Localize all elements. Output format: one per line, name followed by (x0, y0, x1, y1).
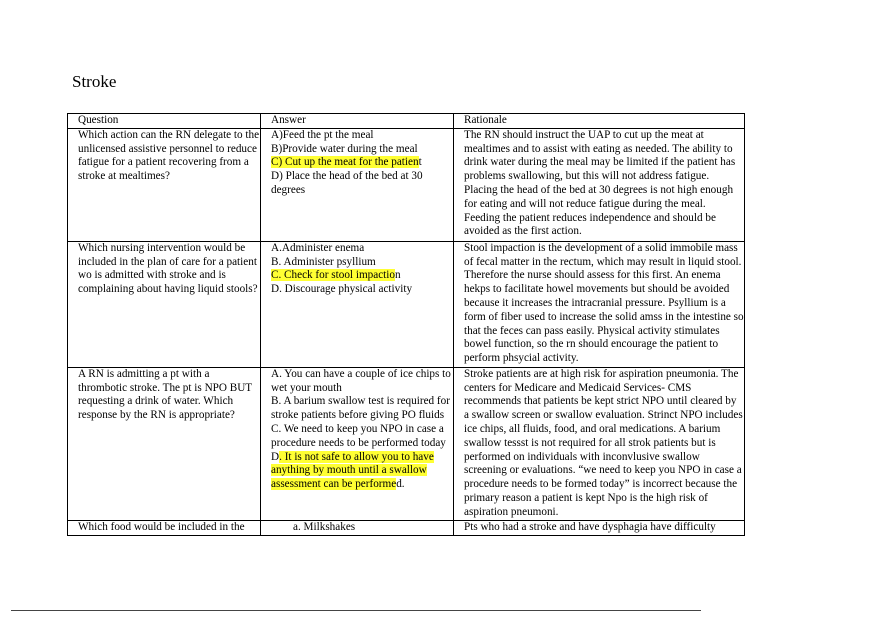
header-question: Question (68, 114, 261, 129)
header-answer: Answer (261, 114, 454, 129)
table-row (68, 367, 745, 520)
question-cell: Which nursing intervention would be included in the plan of care for a patient wo is admitted with stroke and is complaining about having liquid stools? (68, 241, 261, 367)
highlight: C. Check for stool impactio (271, 269, 395, 282)
answer-cell (261, 241, 454, 367)
answer-option-correct: D. It is not safe to allow you to have anything by mouth until a swallow assessment can be performed. (271, 450, 434, 491)
question-cell: Which action can the RN delegate to the unlicensed assistive personnel to reduce fatigue for a patient recovering from a stroke at mealtimes? (68, 128, 261, 241)
answer-option: D) Place the head of the bed at 30 degrees (271, 170, 423, 196)
table-row (68, 520, 745, 535)
answer-option-correct: C. Check for stool impaction (271, 269, 401, 282)
question-cell: Which food would be included in the (68, 520, 261, 535)
question-cell: A RN is admitting a pt with a thrombotic stroke. The pt is NPO BUT requesting a drink of water. Which response by the RN is appropriate? (68, 367, 261, 520)
highlight: C) Cut up the meat for the patien (271, 156, 419, 169)
table-header-row (68, 114, 745, 129)
rationale-cell: The RN should instruct the UAP to cut up the meat at mealtimes and to assist with eating as needed. The ability to drink water during the meal may be limited if the patient has problems swallowing, but this will not address fatigue. Placing the head of the bed at 30 degrees is not high enough for eating and will not reduce fatigue during the meal. Feeding the patient reduces independence and should be avoided as the first action. (454, 128, 745, 241)
rationale-cell: Stroke patients are at high risk for aspiration pneumonia. The centers for Medicare and Medicaid Services- CMS recommends that patients be kept strict NPO until cleared by a swallow screen or swallow evaluation. Strinct NPO includes ice chips, all fluids, food, and oral medications. A barium swallow tessst is not required for all strok patients but is performed on individuals with inconvlusive swallow screening or evaluations. “we need to keep you NPO in case a procedure needs to be formed today” is incorrect because the primary reason a patient is kept Npo is the high risk of aspiration pneumoni. (454, 367, 745, 520)
answer-option: B. A barium swallow test is required for stroke patients before giving PO fluids (271, 395, 450, 422)
answer-option-correct: C) Cut up the meat for the patient (271, 156, 422, 169)
answer-option: C. We need to keep you NPO in case a procedure needs to be performed today (271, 422, 446, 449)
page-title: Stroke (72, 72, 117, 91)
table-row (68, 241, 745, 367)
highlight: . It is not safe to allow you to have anything by mouth until a swallow assessment can be performe (271, 450, 434, 491)
answer-option: A.Administer enema (271, 241, 365, 254)
rationale-cell: Stool impaction is the development of a solid immobile mass of fecal matter in the rectum, which may result in liquid stool. Therefore the nurse should assess for this first. An enema hekps to facilitate howel movements but should be avoided because it increases the intracranial pressure. Psyllium is a form of fiber used to increase the solid amss in the intestine so that the feces can pass easily. Physical activity stimulates bowel function, so the rn should encourage the patient to perform phsycial activity. (454, 241, 745, 367)
answer-cell (261, 128, 454, 241)
answer-option: D. Discourage physical activity (271, 283, 413, 296)
rationale-cell: Pts who had a stroke and have dysphagia have difficulty (454, 520, 745, 535)
answer-option: A)Feed the pt the meal (271, 128, 374, 141)
table-row (68, 128, 745, 241)
qa-table (67, 113, 745, 536)
answer-option: B. Administer psyllium (271, 255, 376, 268)
header-rationale: Rationale (454, 114, 745, 129)
answer-option: B)Provide water during the meal (271, 142, 418, 155)
answer-cell (261, 367, 454, 520)
answer-cell (261, 520, 454, 535)
answer-option: a. Milkshakes (293, 520, 356, 533)
page-bottom-rule (11, 610, 701, 611)
answer-option: A. You can have a couple of ice chips to wet your mouth (271, 367, 451, 394)
